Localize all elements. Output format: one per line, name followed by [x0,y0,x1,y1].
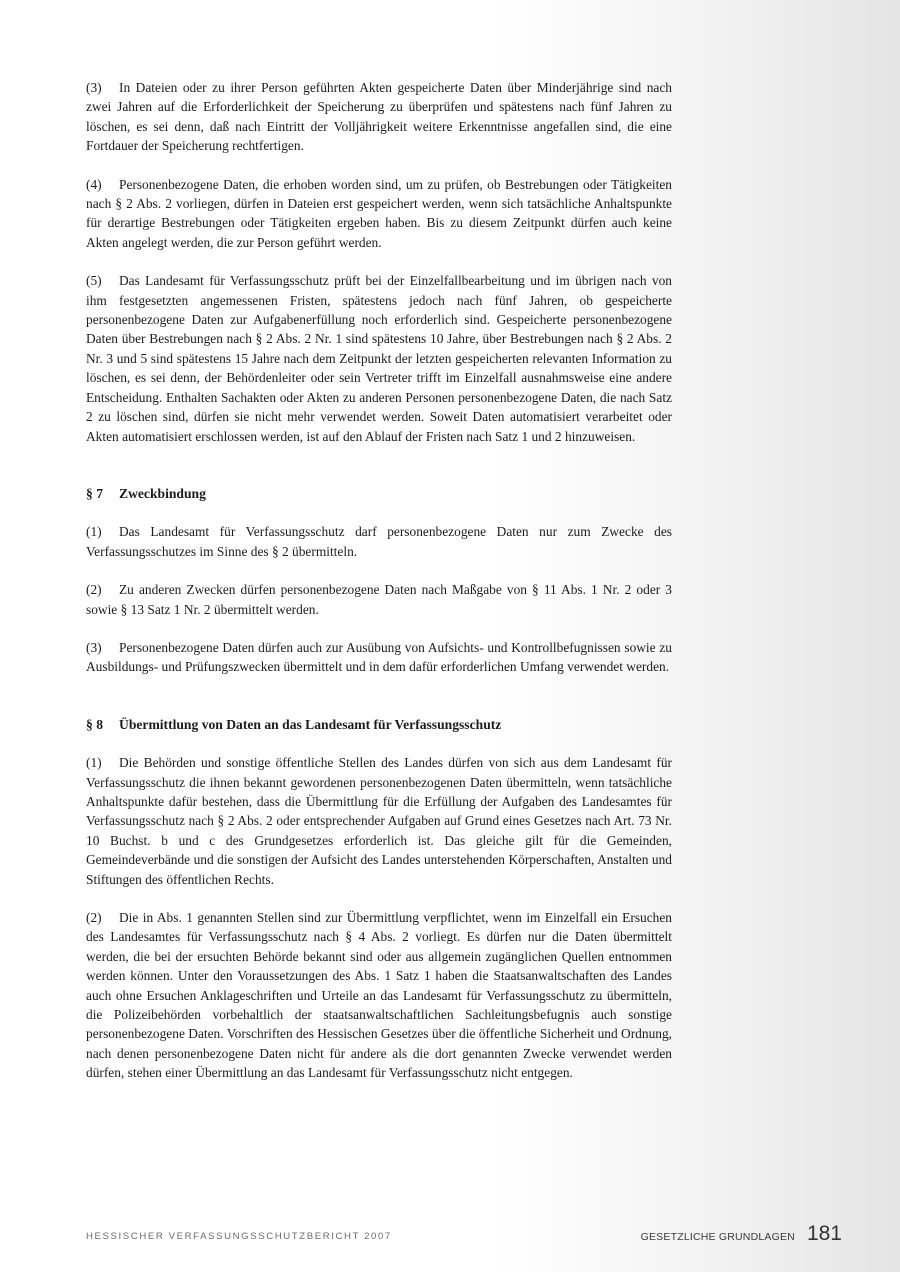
paragraph-text: Personenbezogene Daten dürfen auch zur Ausübung von Aufsichts- und Kontrollbefugnissen sowie zu Ausbildungs- und Prüfungszwecken übermittelt und in dem dafür erforderlichen Umfang verwendet werden. [86,639,672,675]
paragraph-text: Personenbezogene Daten, die erhoben worden sind, um zu prüfen, ob Bestrebungen oder Tätigkeiten nach § 2 Abs. 2 vorliegen, dürfen in Dateien erst gespeichert werden, wenn sich tatsächliche Anhaltspunkte für derartige Bestrebungen oder Tätigkeiten ergeben haben. Bis zu diesem Zeitpunkt dürfen auch keine Akten angelegt werden, die zur Person geführt werden. [86,176,672,250]
paragraph-text: Die Behörden und sonstige öffentliche Stellen des Landes dürfen von sich aus dem Landesamt für Verfassungsschutz die ihnen bekannt gewordenen personenbezogenen Daten übermitteln, wenn tatsächliche Anhaltspunkte dafür bestehen, dass die Übermittlung für die Erfüllung der Aufgaben des Landesamtes für Verfassungsschutz nach § 2 Abs. 2 oder entsprechender Aufgaben auf Grund eines Gesetzes nach Art. 73 Nr. 10 Buchst. b und c des Grundgesetzes erforderlich ist. Das gleiche gilt für die Gemeinden, Gemeindeverbände und die sonstigen der Aufsicht des Landes unterstehenden Körperschaften, Anstalten und Stiftungen des öffentlichen Rechts. [86,755,672,887]
page-footer [86,1222,842,1246]
paragraph-6-3 [86,78,672,156]
paragraph-number: (1) [86,755,102,771]
paragraph-number: (2) [86,910,102,925]
paragraph-number: (3) [86,639,102,655]
section-number: § 7 [86,485,103,501]
page-number: 181 [806,1222,842,1245]
paragraph-number: (5) [86,273,102,289]
paragraph-7-3 [86,638,672,677]
footer-publication-title: HESSISCHER VERFASSUNGSSCHUTZBERICHT 2007 [86,1231,392,1242]
paragraph-6-4 [86,175,672,253]
section-8-heading [86,715,672,734]
paragraph-number: (2) [86,582,102,598]
paragraph-8-1 [86,753,672,889]
footer-right [641,1222,842,1246]
section-number: § 8 [86,716,103,732]
paragraph-number: (1) [86,524,102,540]
paragraph-7-1 [86,522,672,561]
section-title: Übermittlung von Daten an das Landesamt für Verfassungsschutz [119,716,502,732]
section-title: Zweckbindung [119,485,206,501]
footer-section-title: GESETZLICHE GRUNDLAGEN [640,1231,795,1243]
paragraph-7-2 [86,580,672,619]
paragraph-text: Das Landesamt für Verfassungsschutz prüft bei der Einzelfallbearbeitung und im übrigen nach von ihm festgesetzten angemessenen Fristen, spätestens jedoch nach fünf Jahren, ob gespeicherte personenbezogene Daten zur Aufgabenerfüllung noch erforderlich sind. Gespeicherte personenbezogene Daten über Bestrebungen nach § 2 Abs. 2 Nr. 1 sind spätestens 10 Jahre, über Bestrebungen nach § 2 Abs. 2 Nr. 3 und 5 sind spätestens 15 Jahre nach dem Zeitpunkt der letzten gespeicherten relevanten Information zu löschen, es sei denn, der Behördenleiter oder sein Vertreter trifft im Einzelfall ausnahmsweise eine andere Entscheidung. Enthalten Sachakten oder Akten zu anderen Personen personenbezogene Daten, die nach Satz 2 zu löschen sind, dürfen sie nicht mehr verwendet werden. Soweit Daten automatisiert verarbeitet oder Akten automatisiert erschlossen werden, ist auf den Ablauf der Fristen nach Satz 1 und 2 hinzuweisen. [86,273,672,444]
paragraph-8-2 [86,908,672,1083]
page-body [86,78,672,1083]
paragraph-text: Das Landesamt für Verfassungsschutz darf personenbezogene Daten nur zum Zwecke des Verfassungsschutzes im Sinne des § 2 übermitteln. [86,524,672,559]
section-7-heading [86,484,672,503]
paragraph-number: (3) [86,80,102,95]
paragraph-text: In Dateien oder zu ihrer Person geführten Akten gespeicherte Daten über Minderjährige sind nach zwei Jahren auf die Erforderlichkeit der Speicherung zu überprüfen und spätestens nach fünf Jahren zu löschen, es sei denn, daß nach Eintritt der Volljährigkeit weitere Erkenntnisse angefallen sind, die eine Fortdauer der Speicherung rechtfertigen. [86,80,672,154]
paragraph-6-5 [86,271,672,446]
paragraph-text: Die in Abs. 1 genannten Stellen sind zur Übermittlung verpflichtet, wenn im Einzelfall ein Ersuchen des Landesamtes für Verfassungsschutz nach § 4 Abs. 2 vorliegt. Es dürfen nur die Daten übermittelt werden, die bei der ersuchten Behörde bekannt sind oder aus allgemein zugänglichen Quellen entnommen werden können. Unter den Voraussetzungen des Abs. 1 Satz 1 haben die Staatsanwaltschaften des Landes auch ohne Ersuchen Anklageschriften und Urteile an das Landesamt für Verfassungsschutz zu übermitteln, die Polizeibehörden vorbehaltlich der staatsanwaltschaftlichen Sachleitungsbefugnis auch sonstige personenbezogene Daten. Vorschriften des Hessischen Gesetzes über die öffentliche Sicherheit und Ordnung, nach denen personenbezogene Daten nicht für andere als die dort genannten Zwecke verwendet werden dürfen, stehen einer Übermittlung an das Landesamt für Verfassungsschutz nicht entgegen. [86,910,672,1081]
paragraph-number: (4) [86,176,102,192]
paragraph-text: Zu anderen Zwecken dürfen personenbezogene Daten nach Maßgabe von § 11 Abs. 1 Nr. 2 oder 3 sowie § 13 Satz 1 Nr. 2 übermittelt werden. [86,582,672,617]
